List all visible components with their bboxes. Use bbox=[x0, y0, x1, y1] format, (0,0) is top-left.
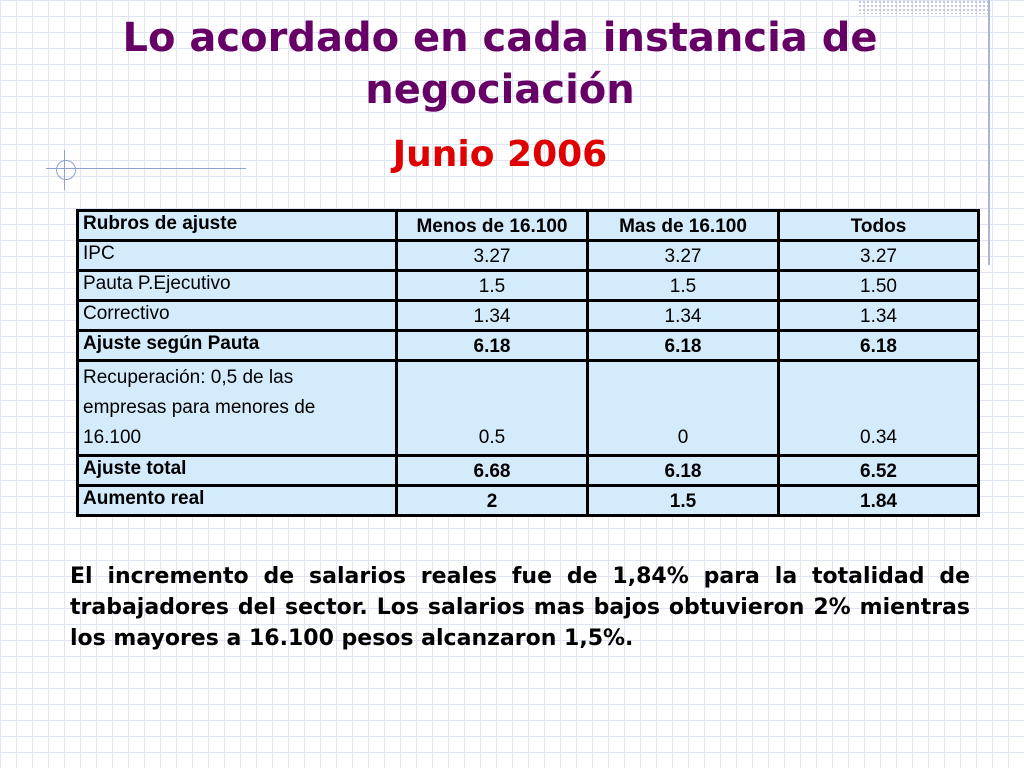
cell-mas: 0 bbox=[588, 361, 779, 456]
cell-menos: 1.5 bbox=[397, 271, 588, 301]
table-row bbox=[78, 301, 979, 331]
cell-menos: 2 bbox=[397, 486, 588, 516]
row-label-line: Recuperación: 0,5 de las bbox=[83, 367, 294, 388]
cell-todos: 6.52 bbox=[779, 456, 979, 486]
table-row bbox=[78, 331, 979, 361]
header-todos: Todos bbox=[779, 211, 979, 241]
header-mas: Mas de 16.100 bbox=[588, 211, 779, 241]
cell-mas: 3.27 bbox=[588, 241, 779, 271]
row-label: Ajuste según Pauta bbox=[78, 331, 397, 361]
slide-title bbox=[0, 12, 1000, 116]
cell-mas: 1.34 bbox=[588, 301, 779, 331]
paragraph-line: El incremento de salarios reales fue de 1,84% para la totalidad de bbox=[70, 564, 970, 589]
title-line-2: negociación bbox=[365, 67, 635, 113]
cell-mas: 6.18 bbox=[588, 456, 779, 486]
table-row bbox=[78, 271, 979, 301]
table-row bbox=[78, 361, 979, 456]
paragraph-line: trabajadores del sector. Los salarios mas bajos obtuvieron 2% bbox=[70, 595, 851, 620]
cell-menos: 6.68 bbox=[397, 456, 588, 486]
row-label-line: 16.100 bbox=[83, 427, 142, 448]
cell-todos: 1.50 bbox=[779, 271, 979, 301]
cell-menos: 0.5 bbox=[397, 361, 588, 456]
row-label-line: empresas para menores de bbox=[83, 397, 316, 418]
header-menos: Menos de 16.100 bbox=[397, 211, 588, 241]
cell-todos: 1.84 bbox=[779, 486, 979, 516]
cell-todos: 0.34 bbox=[779, 361, 979, 456]
row-label-multiline bbox=[78, 361, 397, 456]
cell-mas: 6.18 bbox=[588, 331, 779, 361]
cell-todos: 6.18 bbox=[779, 331, 979, 361]
cell-menos: 3.27 bbox=[397, 241, 588, 271]
header-rubros: Rubros de ajuste bbox=[78, 211, 397, 241]
adjustments-table bbox=[76, 209, 980, 517]
paragraph-line: mientras los mayores a 16.100 pesos alcanzaron 1,5%. bbox=[70, 595, 970, 651]
table-row bbox=[78, 456, 979, 486]
slide-subtitle: Junio 2006 bbox=[392, 134, 608, 175]
cell-menos: 1.34 bbox=[397, 301, 588, 331]
table-row bbox=[78, 241, 979, 271]
cell-menos: 6.18 bbox=[397, 331, 588, 361]
cell-todos: 3.27 bbox=[779, 241, 979, 271]
row-label: IPC bbox=[78, 241, 397, 271]
table-row bbox=[78, 486, 979, 516]
row-label: Ajuste total bbox=[78, 456, 397, 486]
table-header-row bbox=[78, 211, 979, 241]
summary-paragraph bbox=[70, 561, 970, 654]
row-label: Aumento real bbox=[78, 486, 397, 516]
row-label: Pauta P.Ejecutivo bbox=[78, 271, 397, 301]
title-line-1: Lo acordado en cada instancia de bbox=[122, 15, 878, 61]
cell-mas: 1.5 bbox=[588, 486, 779, 516]
cell-mas: 1.5 bbox=[588, 271, 779, 301]
cell-todos: 1.34 bbox=[779, 301, 979, 331]
row-label: Correctivo bbox=[78, 301, 397, 331]
